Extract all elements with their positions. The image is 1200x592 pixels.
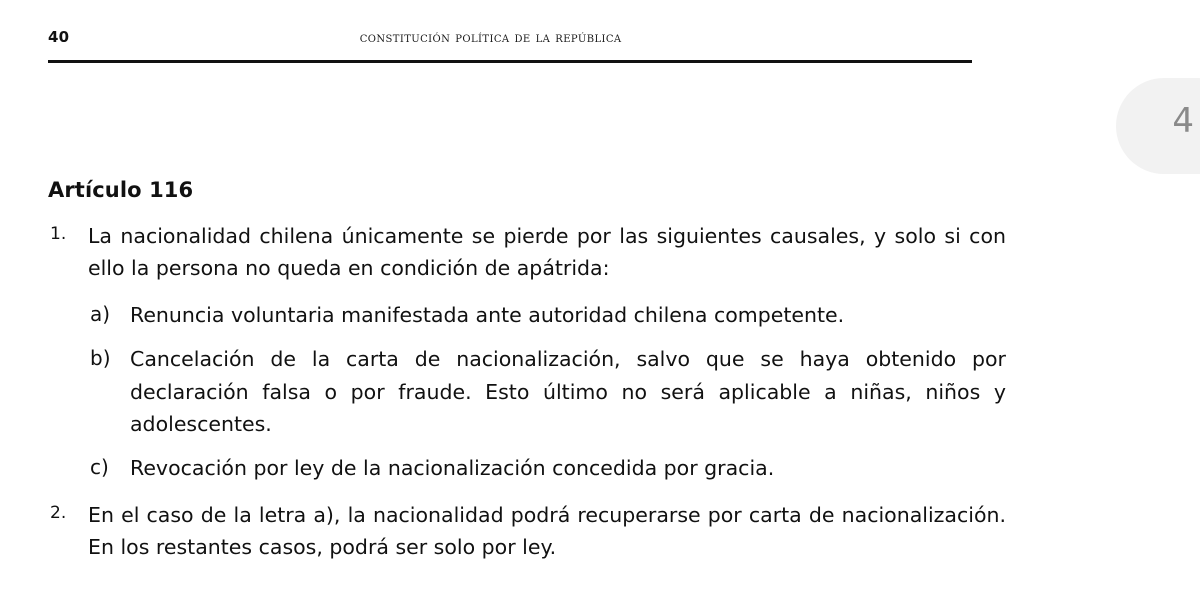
list-item-text: Renuncia voluntaria manifestada ante autoridad chilena competente.	[130, 302, 845, 327]
page-header	[48, 30, 972, 47]
list-item-text: La nacionalidad chilena únicamente se pierde por las siguientes causales, y solo si con ello la persona no queda en condición de apátrida:	[88, 224, 1006, 281]
header-divider	[48, 60, 972, 63]
list-item	[48, 452, 1006, 484]
list-item-marker: a)	[90, 301, 111, 326]
list-item-text: Cancelación de la carta de nacionalización, salvo que se haya obtenido por declaración falsa o por fraude. Esto último no será aplicable a niñas, niños y adolescentes.	[130, 347, 1006, 436]
list-item	[48, 220, 1006, 285]
document-body	[48, 178, 1006, 575]
sub-list	[48, 299, 1006, 485]
list-item	[48, 299, 1006, 331]
page-title: Artículo 116	[48, 178, 194, 202]
next-page-number[interactable]: 4	[1172, 101, 1194, 141]
list-item-text: En el caso de la letra a), la nacionalidad podrá recuperarse por carta de nacionalización. En los restantes casos, podrá ser solo por ley.	[88, 502, 1006, 559]
list-item-marker: c)	[90, 455, 109, 480]
running-header-title: constitución política de la república	[359, 29, 622, 46]
list-item-marker: 2.	[50, 502, 67, 523]
list-item-marker: 1.	[50, 224, 67, 244]
list-item	[48, 499, 1006, 564]
list-item-marker: b)	[90, 346, 111, 371]
page-number: 40	[48, 28, 70, 46]
list-item-text: Revocación por ley de la nacionalización concedida por gracia.	[130, 456, 775, 481]
list-item	[48, 343, 1006, 440]
